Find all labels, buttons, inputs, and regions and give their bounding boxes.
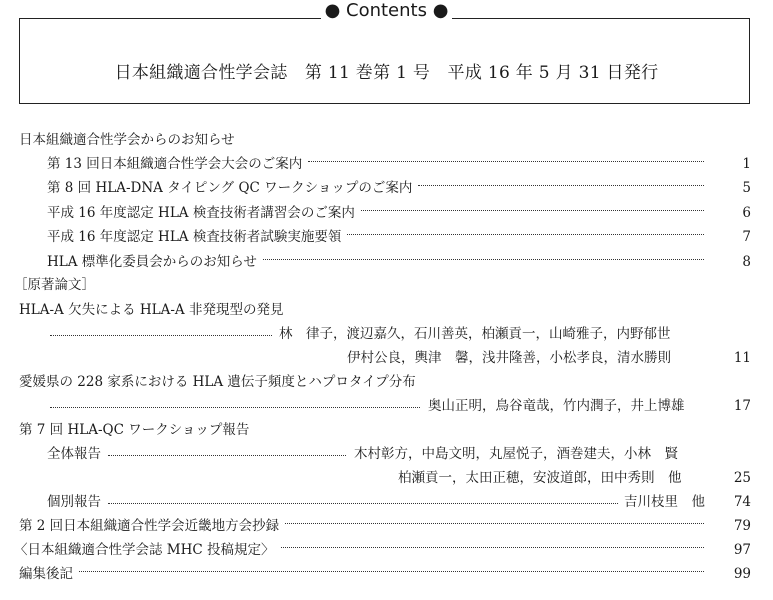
report-authors: 吉川枝里 他 — [624, 494, 705, 510]
leader-dots — [263, 259, 704, 260]
contents-heading: ● Contents ● — [0, 0, 773, 22]
page-number: 79 — [733, 518, 751, 534]
toc-entry[interactable] — [47, 253, 710, 271]
leader-dots — [50, 407, 420, 408]
report-label[interactable]: 全体報告 — [47, 446, 101, 462]
leader-dots — [108, 455, 346, 456]
leader-dots — [347, 234, 704, 235]
section-qc-workshop: 第 7 回 HLA-QC ワークショップ報告 — [19, 422, 250, 438]
page-number: 25 — [733, 470, 751, 486]
leader-dots — [108, 503, 618, 504]
leader-dots — [50, 335, 272, 336]
entry-title: 〈日本組織適合性学会誌 MHC 投稿規定〉 — [14, 542, 275, 558]
entry-title: 第 8 回 HLA-DNA タイピング QC ワークショップのご案内 — [47, 180, 413, 196]
leader-dots — [361, 210, 704, 211]
leader-dots — [285, 523, 704, 524]
toc-entry[interactable] — [47, 228, 710, 246]
page-number: 1 — [742, 156, 751, 172]
toc-entry[interactable] — [19, 565, 710, 583]
entry-title: 編集後記 — [19, 566, 73, 582]
toc-entry[interactable] — [47, 155, 710, 173]
toc-entry[interactable] — [19, 517, 710, 535]
entry-title: HLA 標準化委員会からのお知らせ — [47, 254, 257, 270]
page-number: 8 — [742, 254, 751, 270]
article-authors: 伊村公良，輿津 馨，浅井隆善，小松孝良，清水勝則 — [347, 350, 671, 366]
entry-title: 平成 16 年度認定 HLA 検査技術者講習会のご案内 — [47, 205, 355, 221]
report-authors: 木村彰方，中島文明，丸屋悦子，酒巻建夫，小林 賢 — [354, 446, 678, 462]
entry-title: 第 2 回日本組織適合性学会近畿地方会抄録 — [19, 518, 280, 534]
article-title[interactable]: HLA-A 欠失による HLA-A 非発現型の発見 — [19, 302, 284, 318]
entry-title: 第 13 回日本組織適合性学会大会のご案内 — [47, 156, 303, 172]
leader-dots — [79, 571, 704, 572]
section-original-articles: ［原著論文］ — [14, 277, 95, 293]
toc-entry[interactable] — [47, 179, 710, 197]
article-title[interactable]: 愛媛県の 228 家系における HLA 遺伝子頻度とハプロタイプ分布 — [19, 374, 416, 390]
article-authors: 林 律子，渡辺嘉久，石川善英，柏瀬貢一，山崎雅子，内野郁世 — [279, 326, 671, 342]
journal-info: 日本組織適合性学会誌 第 11 巻第 1 号 平成 16 年 5 月 31 日発行 — [114, 63, 659, 83]
page-number: 11 — [733, 350, 751, 366]
page-number: 99 — [733, 566, 751, 582]
toc-entry[interactable] — [14, 541, 710, 559]
report-label[interactable]: 個別報告 — [47, 494, 101, 510]
page-number: 74 — [733, 494, 751, 510]
page-number: 7 — [742, 229, 751, 245]
page-number: 5 — [742, 180, 751, 196]
leader-dots — [308, 161, 704, 162]
page-number: 17 — [733, 398, 751, 414]
article-authors: 奥山正明，鳥谷竜哉，竹内潤子，井上博雄 — [428, 398, 685, 414]
leader-dots — [418, 185, 704, 186]
report-authors: 柏瀬貢一，太田正穂，安波道郎，田中秀則 他 — [398, 470, 682, 486]
entry-title: 平成 16 年度認定 HLA 検査技術者試験実施要領 — [47, 229, 342, 245]
section-notices: 日本組織適合性学会からのお知らせ — [19, 132, 235, 148]
leader-dots — [281, 547, 704, 548]
page-number: 6 — [742, 205, 751, 221]
toc-entry[interactable] — [47, 204, 710, 222]
page-number: 97 — [733, 542, 751, 558]
